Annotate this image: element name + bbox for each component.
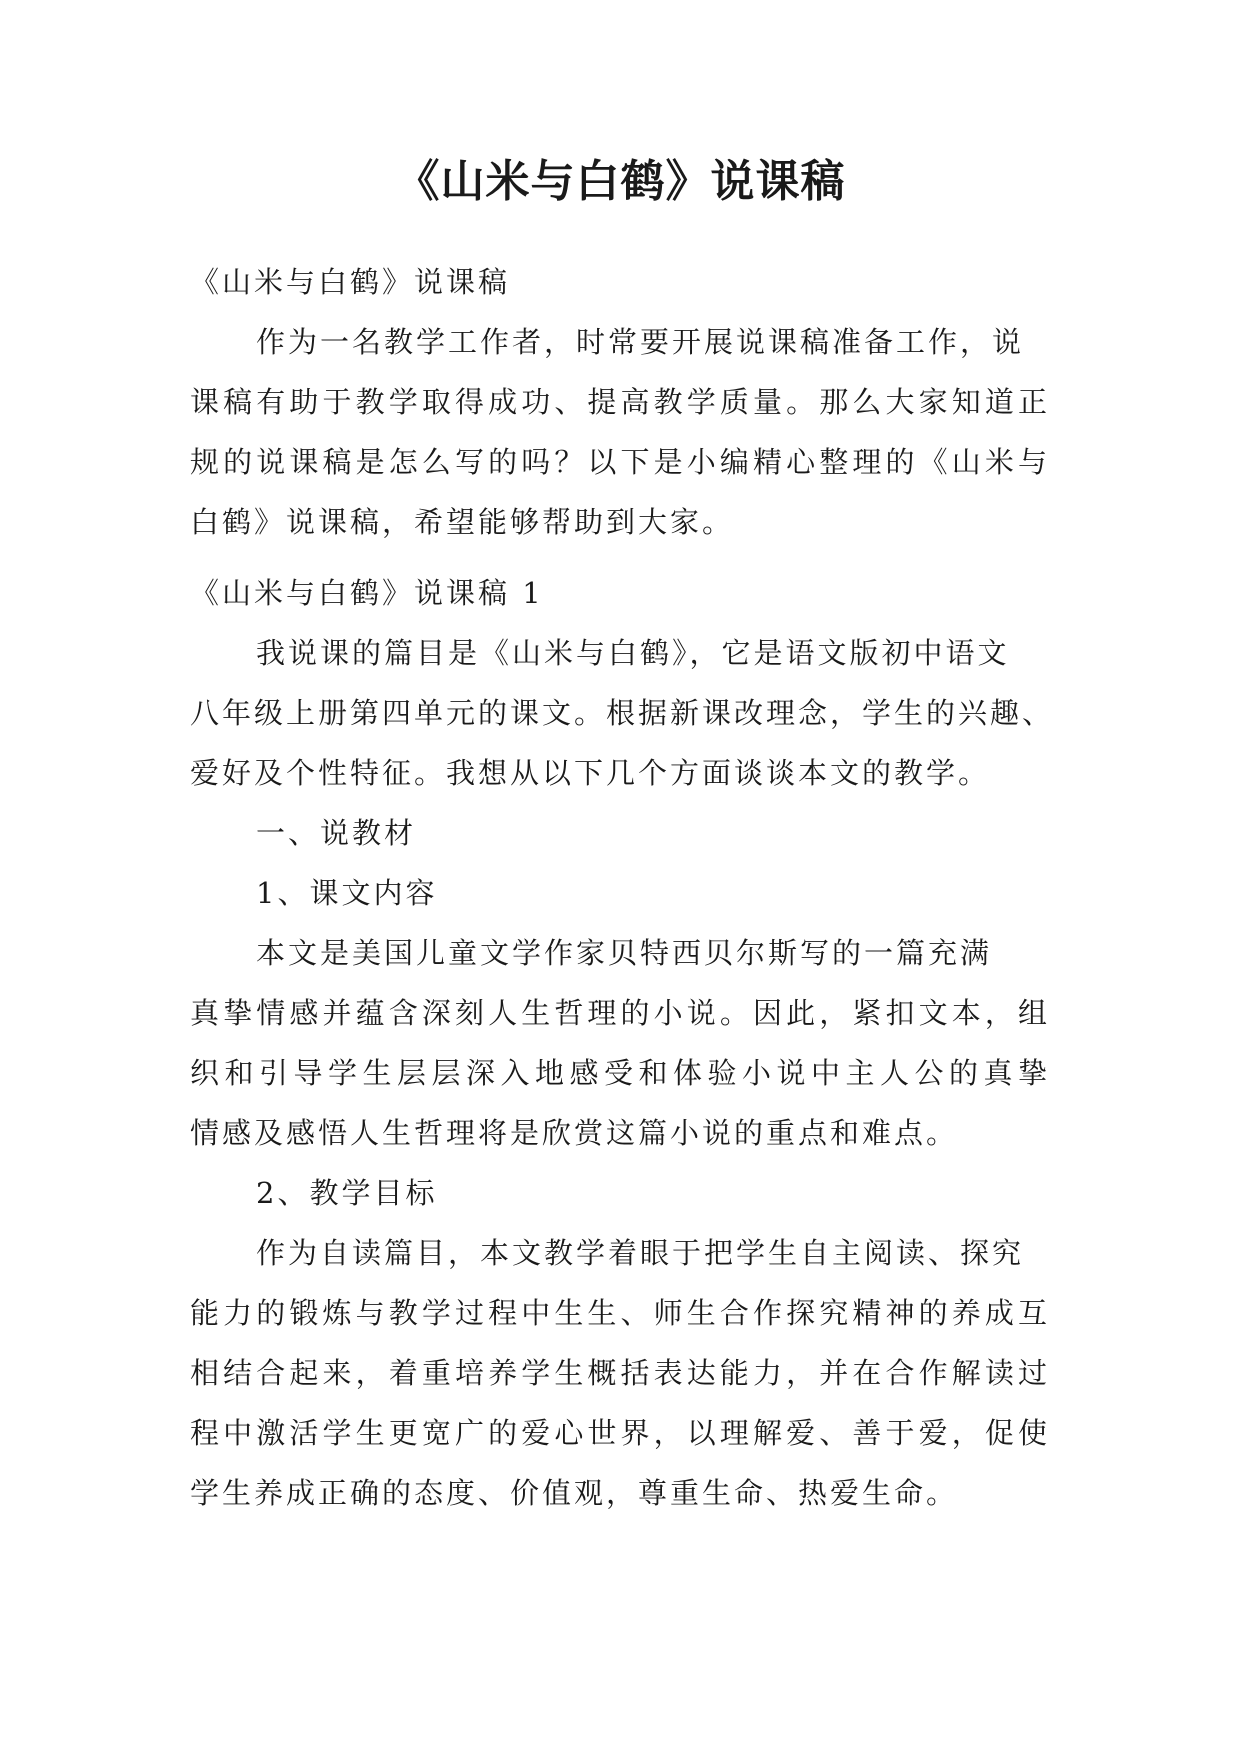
intro-line-4: 白鹤》说课稿，希望能够帮助到大家。 [190,505,735,539]
subheading-teaching-material: 一、说教材 [256,816,417,850]
section-1-para1-line-2: 八年级上册第四单元的课文。根据新课改理念，学生的兴趣、 [190,696,1055,730]
section-1-block [190,563,1055,1523]
section-1-para3-line-3: 相结合起来，着重培养学生概括表达能力，并在合作解读过 [190,1356,1050,1390]
intro-line-3: 规的说课稿是怎么写的吗？以下是小编精心整理的《山米与 [190,445,1050,479]
section-1-para2-line-4: 情感及感悟人生哲理将是欣赏这篇小说的重点和难点。 [190,1116,959,1150]
intro-line-1: 作为一名教学工作者，时常要开展说课稿准备工作，说 [256,325,1025,359]
section-1-heading: 《山米与白鹤》说课稿 1 [190,576,544,610]
subheading-text-content: 1、课文内容 [256,876,438,910]
section-1-para1-line-1: 我说课的篇目是《山米与白鹤》，它是语文版初中语文 [256,636,1010,670]
intro-block [190,252,1050,552]
section-1-para3-line-1: 作为自读篇目，本文教学着眼于把学生自主阅读、探究 [256,1236,1025,1270]
section-1-para3-line-2: 能力的锻炼与教学过程中生生、师生合作探究精神的养成互 [190,1296,1050,1330]
section-1-para3-line-5: 学生养成正确的态度、价值观，尊重生命、热爱生命。 [190,1476,959,1510]
section-1-para1-line-3: 爱好及个性特征。我想从以下几个方面谈谈本文的教学。 [190,756,991,790]
document-title: 《山米与白鹤》说课稿 [395,156,846,207]
subheading-teaching-goals: 2、教学目标 [256,1176,438,1210]
section-1-para3-line-4: 程中激活学生更宽广的爱心世界，以理解爱、善于爱，促使 [190,1416,1050,1450]
section-1-para2-line-2: 真挚情感并蕴含深刻人生哲理的小说。因此，紧扣文本，组 [190,996,1050,1030]
section-1-para2-line-3: 织和引导学生层层深入地感受和体验小说中主人公的真挚 [190,1056,1050,1090]
section-1-para2-line-1: 本文是美国儿童文学作家贝特西贝尔斯写的一篇充满 [256,936,993,970]
intro-line-2: 课稿有助于教学取得成功、提高教学质量。那么大家知道正 [190,385,1050,419]
intro-heading: 《山米与白鹤》说课稿 [190,265,511,299]
